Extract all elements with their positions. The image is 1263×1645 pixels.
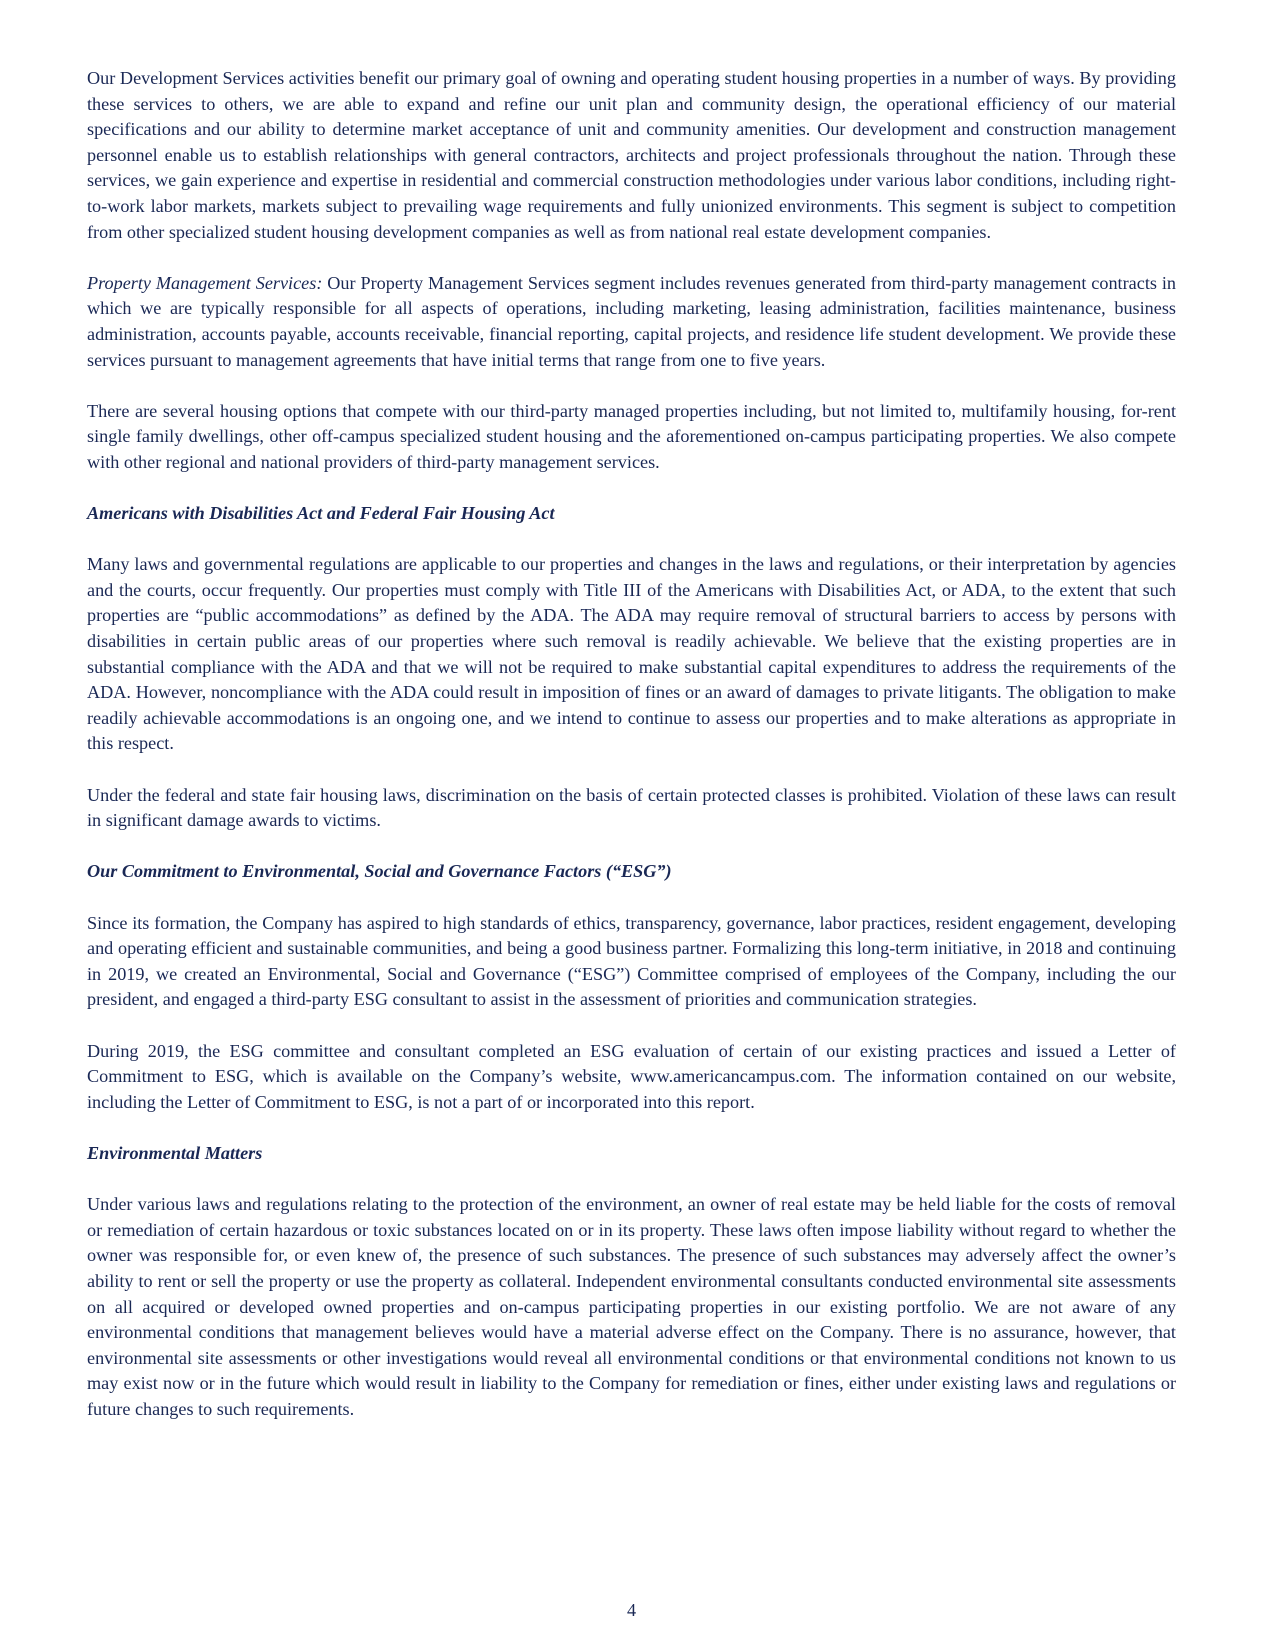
- esg-paragraph: Since its formation, the Company has aspired to high standards of ethics, transparency, governance, labor practices, resident engagement, developing and operating efficient and sustainable communities, and being a good business partner. Formalizing this long-term initiative, in 2018 and continuing in 2019, we created an Environmental, Social and Governance (“ESG”) Committee comprised of employees of the Company, including the our president, and engaged a third-party ESG consultant to assist in the assessment of priorities and communication strategies.: [87, 912, 1176, 1010]
- esg-heading: Our Commitment to Environmental, Social and Governance Factors (“ESG”): [87, 861, 672, 882]
- housing-options-paragraph: There are several housing options that compete with our third-party managed properties including, but not limited to, multifamily housing, for-rent single family dwellings, other off-campus specialized student housing and the aforementioned on-campus participating properties. We also compete with other regional and national providers of third-party management services.: [87, 400, 1176, 472]
- fair-housing-paragraph: Under the federal and state fair housing laws, discrimination on the basis of certain protected classes is prohibited. Violation of these laws can result in significant damage awards to victims.: [87, 784, 1176, 831]
- property-management-paragraph: [87, 271, 1176, 373]
- esg-2019-paragraph: During 2019, the ESG committee and consultant completed an ESG evaluation of certain of our existing practices and issued a Letter of Commitment to ESG, which is available on the Company’s website, www.americancampus.com. The information contained on our website, including the Letter of Commitment to ESG, is not a part of or incorporated into this report.: [87, 1040, 1176, 1112]
- property-management-lead: Property Management Services:: [87, 272, 323, 293]
- environmental-paragraph: Under various laws and regulations relating to the protection of the environment, an owner of real estate may be held liable for the costs of removal or remediation of certain hazardous or toxic substances located on or in its property. These laws often impose liability without regard to whether the owner was responsible for, or even knew of, the presence of such substances. The presence of such substances may adversely affect the owner’s ability to rent or sell the property or use the property as collateral. Independent environmental consultants conducted environmental site assessments on all acquired or developed owned properties and on-campus participating properties in our existing portfolio. We are not aware of any environmental conditions that management believes would have a material adverse effect on the Company. There is no assurance, however, that environmental site assessments or other investigations would reveal all environmental conditions or that environmental conditions not known to us may exist now or in the future which would result in liability to the Company for remediation or fines, either under existing laws and regulations or future changes to such requirements.: [87, 1194, 1176, 1419]
- property-management-text: Our Property Management Services segment includes revenues generated from third-party management contracts in which we are typically responsible for all aspects of operations, including marketing, leasing administration, facilities maintenance, business administration, accounts payable, accounts receivable, financial reporting, capital projects, and residence life student development. We provide these services pursuant to management agreements that have initial terms that range from one to five years.: [87, 272, 1176, 370]
- page-number: 4: [626, 1600, 637, 1620]
- development-services-paragraph: Our Development Services activities benefit our primary goal of owning and operating student housing properties in a number of ways. By providing these services to others, we are able to expand and refine our unit plan and community design, the operational efficiency of our material specifications and our ability to determine market acceptance of unit and community amenities. Our development and construction management personnel enable us to establish relationships with general contractors, architects and project professionals throughout the nation. Through these services, we gain experience and expertise in residential and commercial construction methodologies under various labor conditions, including right-to-work labor markets, markets subject to prevailing wage requirements and fully unionized environments. This segment is subject to competition from other specialized student housing development companies as well as from national real estate development companies.: [87, 68, 1176, 242]
- ada-paragraph: Many laws and governmental regulations are applicable to our properties and changes in the laws and regulations, or their interpretation by agencies and the courts, occur frequently. Our properties must comply with Title III of the Americans with Disabilities Act, or ADA, to the extent that such properties are “public accommodations” as defined by the ADA. The ADA may require removal of structural barriers to access by persons with disabilities in certain public areas of our properties where such removal is readily achievable. We believe that the existing properties are in substantial compliance with the ADA and that we will not be required to make substantial capital expenditures to address the requirements of the ADA. However, noncompliance with the ADA could result in imposition of fines or an award of damages to private litigants. The obligation to make readily achievable accommodations is an ongoing one, and we intend to continue to assess our properties and to make alterations as appropriate in this respect.: [87, 554, 1176, 754]
- document-page: [87, 66, 1176, 1448]
- ada-heading: Americans with Disabilities Act and Federal Fair Housing Act: [87, 503, 555, 524]
- environmental-heading: Environmental Matters: [87, 1142, 263, 1163]
